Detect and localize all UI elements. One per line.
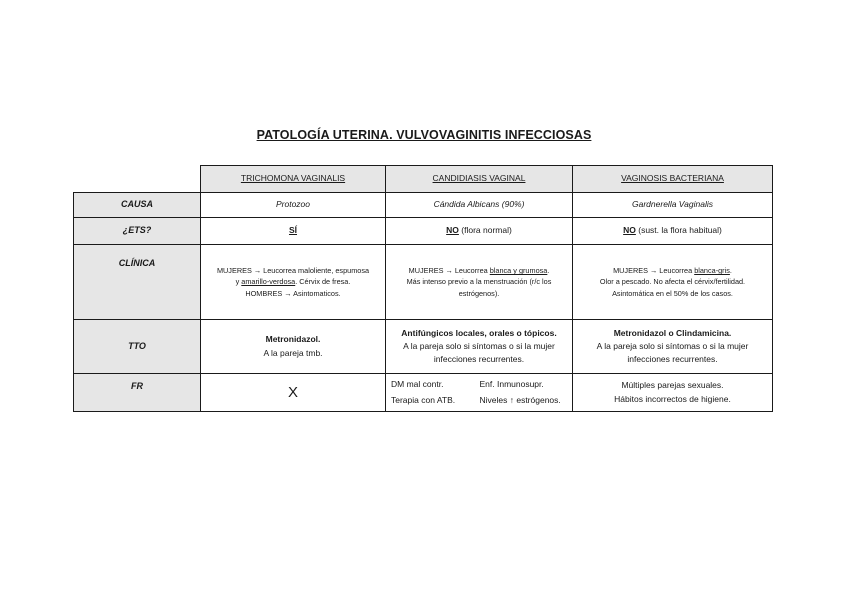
cell-ets-trichomona <box>201 218 386 245</box>
cell-fr-trichomona <box>201 374 386 412</box>
tto-trichomona-main: Metronidazol. <box>265 334 321 345</box>
cell-causa-trichomona: Protozoo <box>201 193 386 218</box>
cell-tto-trichomona <box>201 320 386 374</box>
column-header-trichomona: TRICHOMONA VAGINALIS <box>201 166 386 193</box>
clinica-vaginosis-text: MUJERES → Leucorrea <box>613 266 693 276</box>
clinica-candidiasis-text: . <box>547 266 550 276</box>
clinica-candidiasis-text: MUJERES → Leucorrea <box>408 266 488 276</box>
column-header-vaginosis: VAGINOSIS BACTERIANA <box>573 166 773 193</box>
fr-candidiasis-item: Niveles ↑ estrógenos. <box>479 394 561 405</box>
ets-answer-candidiasis: NO <box>446 225 459 236</box>
tto-vaginosis-main: Metronidazol o Clindamicina. <box>613 327 732 338</box>
corner-cell <box>74 166 201 193</box>
fr-candidiasis-item: Terapia con ATB. <box>391 394 456 405</box>
clinica-trichomona-text: . Cérvix de fresa. <box>295 277 351 287</box>
row-header-tto: TTO <box>74 320 201 374</box>
clinica-trichomona-highlight: amarillo-verdosa <box>241 277 296 287</box>
fr-candidiasis-item: Enf. Inmunosupr. <box>479 379 544 390</box>
clinica-vaginosis-text: Olor a pescado. No afecta el cérvix/fertilidad. <box>599 277 746 287</box>
cell-tto-candidiasis <box>386 320 573 374</box>
cell-clinica-vaginosis <box>573 245 773 320</box>
clinica-trichomona-text: y <box>235 277 240 287</box>
cell-ets-candidiasis <box>386 218 573 245</box>
clinica-vaginosis-highlight: blanca-gris <box>694 266 730 276</box>
header-row <box>74 166 773 193</box>
table-row-causa <box>74 193 773 218</box>
clinica-vaginosis-text: . <box>729 266 732 276</box>
fr-candidiasis-list <box>391 378 568 406</box>
vulvovaginitis-table <box>73 165 773 412</box>
fr-vaginosis-line: Múltiples parejas sexuales. <box>621 380 724 391</box>
clinica-candidiasis-highlight: blanca y grumosa <box>489 266 548 276</box>
tto-candidiasis-main: Antifúngicos locales, orales o tópicos. <box>401 327 557 338</box>
row-header-fr: FR <box>74 374 201 412</box>
page-title: PATOLOGÍA UTERINA. VULVOVAGINITIS INFECCIOSAS <box>256 128 592 142</box>
row-header-clinica: CLÍNICA <box>74 245 201 320</box>
tto-candidiasis-note: A la pareja solo si síntomas o si la mujer infecciones recurrentes. <box>403 340 555 365</box>
clinica-trichomona-text: MUJERES → Leucorrea maloliente, espumosa <box>216 266 370 276</box>
table-row-clinica <box>74 245 773 320</box>
cell-fr-vaginosis <box>573 374 773 412</box>
table-row-fr <box>74 374 773 412</box>
clinica-candidiasis-text: Más intenso previo a la menstruación (r/c los estrógenos). <box>406 277 552 298</box>
x-mark-icon: X <box>287 383 298 401</box>
cell-tto-vaginosis <box>573 320 773 374</box>
fr-vaginosis-line: Hábitos incorrectos de higiene. <box>614 393 731 404</box>
tto-trichomona-note: A la pareja tmb. <box>263 347 323 358</box>
cell-clinica-candidiasis <box>386 245 573 320</box>
column-header-candidiasis: CANDIDIASIS VAGINAL <box>386 166 573 193</box>
ets-note-vaginosis: (sust. la flora habitual) <box>638 225 722 236</box>
clinica-vaginosis-text: Asintomática en el 50% de los casos. <box>612 288 733 298</box>
cell-causa-vaginosis: Gardnerella Vaginalis <box>573 193 773 218</box>
row-header-ets: ¿ETS? <box>74 218 201 245</box>
cell-clinica-trichomona <box>201 245 386 320</box>
fr-candidiasis-item: DM mal contr. <box>391 379 444 390</box>
ets-note-candidiasis: (flora normal) <box>461 225 512 236</box>
row-header-causa: CAUSA <box>74 193 201 218</box>
cell-ets-vaginosis <box>573 218 773 245</box>
ets-answer-trichomona: SÍ <box>288 225 298 236</box>
clinica-trichomona-text: HOMBRES → Asintomaticos. <box>245 288 341 298</box>
tto-vaginosis-note: A la pareja solo si síntomas o si la mujer infecciones recurrentes. <box>596 340 749 365</box>
ets-answer-vaginosis: NO <box>623 225 636 236</box>
cell-fr-candidiasis <box>386 374 573 412</box>
table-row-ets <box>74 218 773 245</box>
table-row-tto <box>74 320 773 374</box>
cell-causa-candidiasis: Cándida Albicans (90%) <box>386 193 573 218</box>
